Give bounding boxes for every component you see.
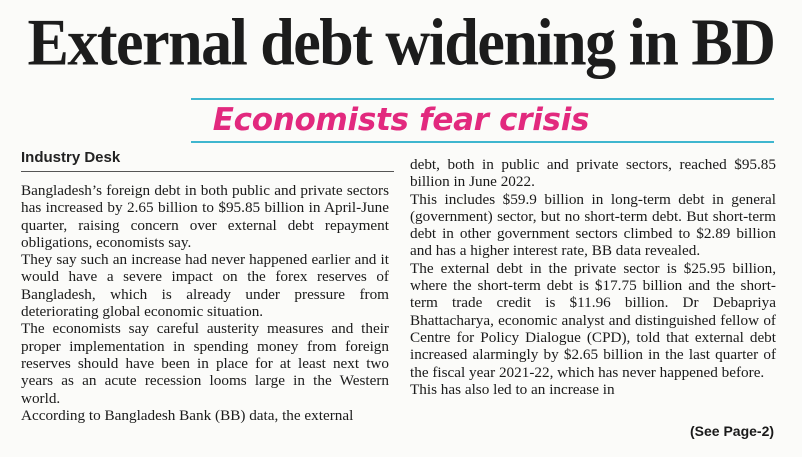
byline: Industry Desk [21,149,121,166]
paragraph: Bangladesh’s foreign debt in both public and private sectors has increased by 2.65 billion to $95.85 billion in April-June quarter, raising concern over external debt repayment obligations, economists say. [21,182,389,251]
paragraph: They say such an increase had never happened earlier and it would have a severe impact on the forex reserves of Bangladesh, which is already under pressure from deteriorating global economic situation. [21,251,389,321]
continuation-link[interactable]: (See Page-2) [690,423,775,439]
paragraph: The external debt in the private sector is $25.95 billion, where the short-term debt is $17.75 billion and the short-term trade credit is $11.96 billion. Dr Debapriya Bhattacharya, economic analyst and distinguished fellow of Centre for Policy Dialogue (CPD), told that external debt increased alarmingly by $2.65 billion in the last quarter of the fiscal year 2021-22, which has never happened before. [410,259,776,381]
article-column-right [410,156,776,398]
byline-rule [21,171,394,172]
paragraph: The economists say careful austerity measures and their proper implementation in spending money from foreign reserves should have been in place for at least next two years as an acute recession looms large in the Western world. [21,320,389,407]
paragraph: debt, both in public and private sectors, reached $95.85 billion in June 2022. [410,156,776,191]
headline: External debt widening in BD [27,6,775,80]
paragraph: This has also led to an increase in [410,380,615,398]
subheadline: Economists fear crisis [212,102,590,138]
paragraph: This includes $59.9 billion in long-term debt in general (government) sector, but no short-term debt. But short-term debt in other government sectors climbed to $2.89 billion and has a higher interest rate, BB data revealed. [410,190,776,260]
article-column-left [21,182,389,424]
paragraph: According to Bangladesh Bank (BB) data, the external [21,406,354,424]
subhead-bottom-rule [191,141,774,143]
